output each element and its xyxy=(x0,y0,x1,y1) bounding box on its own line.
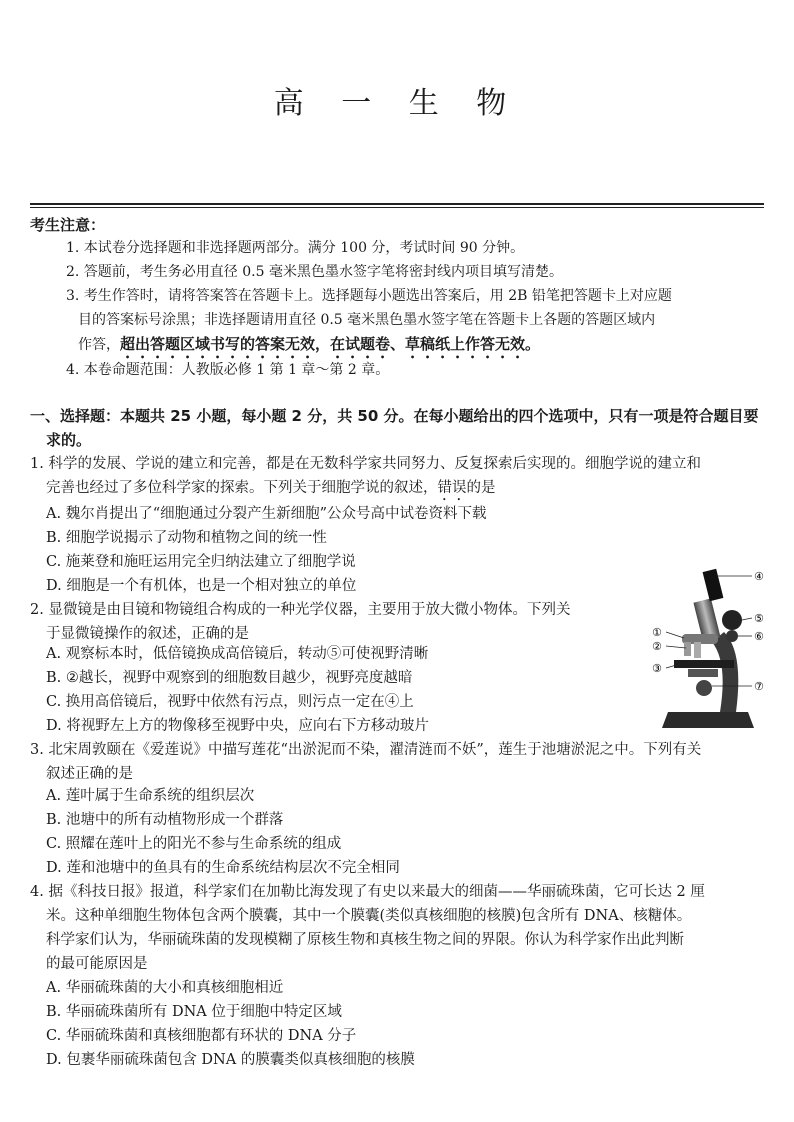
notice-item-3-line-2: 目的答案标号涂黑；非选择题请用直径 0.5 毫米黑色墨水签字笔在答题卡上各题的答题区域内 xyxy=(78,312,656,328)
microscope-light-source xyxy=(696,680,712,696)
notice-emphasis-warning: 超出答题区域书写的答案无效，在试题卷、草稿纸上作答无效。 xyxy=(120,335,541,353)
question-1-stem-tail: 的是 xyxy=(466,480,496,496)
microscope-objective-2 xyxy=(694,642,701,658)
microscope-objective-1 xyxy=(684,642,691,656)
coarse-focus-knob xyxy=(722,610,742,630)
question-2-option-c: C. 换用高倍镜后，视野中依然有污点，则污点一定在④上 xyxy=(46,694,414,710)
question-1-option-b: B. 细胞学说揭示了动物和植物之间的统一性 xyxy=(46,530,327,546)
question-2-stem-line-1: 2. 显微镜是由目镜和物镜组合构成的一种光学仪器，主要用于放大微小物体。下列关 xyxy=(30,602,571,618)
question-3-option-a: A. 莲叶属于生命系统的组织层次 xyxy=(46,788,255,804)
question-4-stem-line-1: 4. 据《科技日报》报道，科学家们在加勒比海发现了有史以来最大的细菌——华丽硫珠菌，它可长达 2 厘 xyxy=(30,884,705,900)
notice-item-3-line-1: 3. 考生作答时，请将答案答在答题卡上。选择题每小题选出答案后，用 2B 铅笔把答题卡上对应题 xyxy=(66,288,672,304)
header-rule-thin xyxy=(30,207,764,208)
notice-item-1: 1. 本试卷分选择题和非选择题两部分。满分 100 分，考试时间 90 分钟。 xyxy=(66,240,525,256)
question-1-emphasis: 错误 xyxy=(437,480,467,496)
question-4-option-a: A. 华丽硫珠菌的大小和真核细胞相近 xyxy=(46,980,284,996)
section-heading-line-1: 一、选择题：本题共 25 小题，每小题 2 分，共 50 分。在每小题给出的四个选项中，只有一项是符合题目要 xyxy=(30,407,759,425)
notice-item-3-line-3 xyxy=(78,334,540,362)
notice-item-2: 2. 答题前，考生务必用直径 0.5 毫米黑色墨水签字笔将密封线内项目填写清楚。 xyxy=(66,264,563,280)
question-2-stem-line-2: 于显微镜操作的叙述，正确的是 xyxy=(46,626,249,642)
question-4-option-c: C. 华丽硫珠菌和真核细胞都有环状的 DNA 分子 xyxy=(46,1028,357,1044)
question-3-option-d: D. 莲和池塘中的鱼具有的生命系统结构层次不完全相同 xyxy=(46,860,400,876)
question-4-stem-line-4: 的最可能原因是 xyxy=(46,956,148,972)
figure-label-5: ⑤ xyxy=(754,612,764,625)
figure-label-2: ② xyxy=(652,640,662,653)
figure-label-4: ④ xyxy=(754,570,764,583)
notice-item-3-prefix: 作答， xyxy=(78,337,120,353)
question-4-stem xyxy=(30,880,705,976)
question-1-option-c: C. 施莱登和施旺运用完全归纳法建立了细胞学说 xyxy=(46,554,356,570)
question-4-stem-line-2: 米。这种单细胞生物体包含两个膜囊，其中一个膜囊(类似真核细胞的核膜)包含所有 DNA、核糖体。 xyxy=(46,908,692,924)
notice-item-4: 4. 本卷命题范围：人教版必修 1 第 1 章～第 2 章。 xyxy=(66,362,390,378)
question-1-option-d: D. 细胞是一个有机体，也是一个相对独立的单位 xyxy=(46,578,357,594)
question-3-stem-line-1: 3. 北宋周敦颐在《爱莲说》中描写莲花“出淤泥而不染，濯清涟而不妖”，莲生于池塘淤泥之中。下列有关 xyxy=(30,742,702,758)
question-1-option-a: A. 魏尔肖提出了“细胞通过分裂产生新细胞”公众号高中试卷资料下载 xyxy=(46,506,487,522)
question-1-stem-text: 完善也经过了多位科学家的探索。下列关于细胞学说的叙述， xyxy=(46,480,438,496)
question-3-option-b: B. 池塘中的所有动植物形成一个群落 xyxy=(46,812,284,828)
question-4-option-d: D. 包裹华丽硫珠菌包含 DNA 的膜囊类似真核细胞的核膜 xyxy=(46,1052,415,1068)
question-3-stem xyxy=(30,738,701,786)
question-2-stem xyxy=(30,598,570,646)
question-1-stem-line-2 xyxy=(30,476,701,504)
microscope-stage xyxy=(674,660,734,668)
figure-label-6: ⑥ xyxy=(754,630,764,643)
question-4-stem-line-3: 科学家们认为，华丽硫珠菌的发现模糊了原核生物和真核生物之间的界限。你认为科学家作出此判断 xyxy=(46,932,684,948)
microscope-figure xyxy=(640,562,770,732)
question-3-stem-line-2: 叙述正确的是 xyxy=(46,766,133,782)
question-2-option-a: A. 观察标本时，低倍镜换成高倍镜后，转动⑤可使视野清晰 xyxy=(46,646,429,662)
section-heading xyxy=(30,404,770,452)
section-heading-line-2: 求的。 xyxy=(46,431,92,449)
page-title: 高 一 生 物 xyxy=(273,86,521,121)
microscope-base xyxy=(662,712,754,728)
microscope-condenser xyxy=(688,669,718,677)
question-2-option-b: B. ②越长，视野中观察到的细胞数目越少，视野亮度越暗 xyxy=(46,670,413,686)
question-4-option-b: B. 华丽硫珠菌所有 DNA 位于细胞中特定区域 xyxy=(46,1004,342,1020)
figure-label-7: ⑦ xyxy=(754,680,764,693)
question-1-stem-line-1: 1. 科学的发展、学说的建立和完善，都是在无数科学家共同努力、反复探索后实现的。细胞学说的建立和 xyxy=(30,456,701,472)
question-3-option-c: C. 照耀在莲叶上的阳光不参与生命系统的组成 xyxy=(46,836,342,852)
figure-label-1: ① xyxy=(652,626,662,639)
question-2-option-d: D. 将视野左上方的物像移至视野中央，应向右下方移动玻片 xyxy=(46,718,429,734)
microscope-eyepiece xyxy=(703,569,724,601)
figure-label-3: ③ xyxy=(652,662,662,675)
notice-heading: 考生注意： xyxy=(30,216,106,234)
fine-focus-knob xyxy=(726,630,738,642)
question-1-stem xyxy=(30,452,701,504)
header-rule-thick xyxy=(30,203,764,205)
